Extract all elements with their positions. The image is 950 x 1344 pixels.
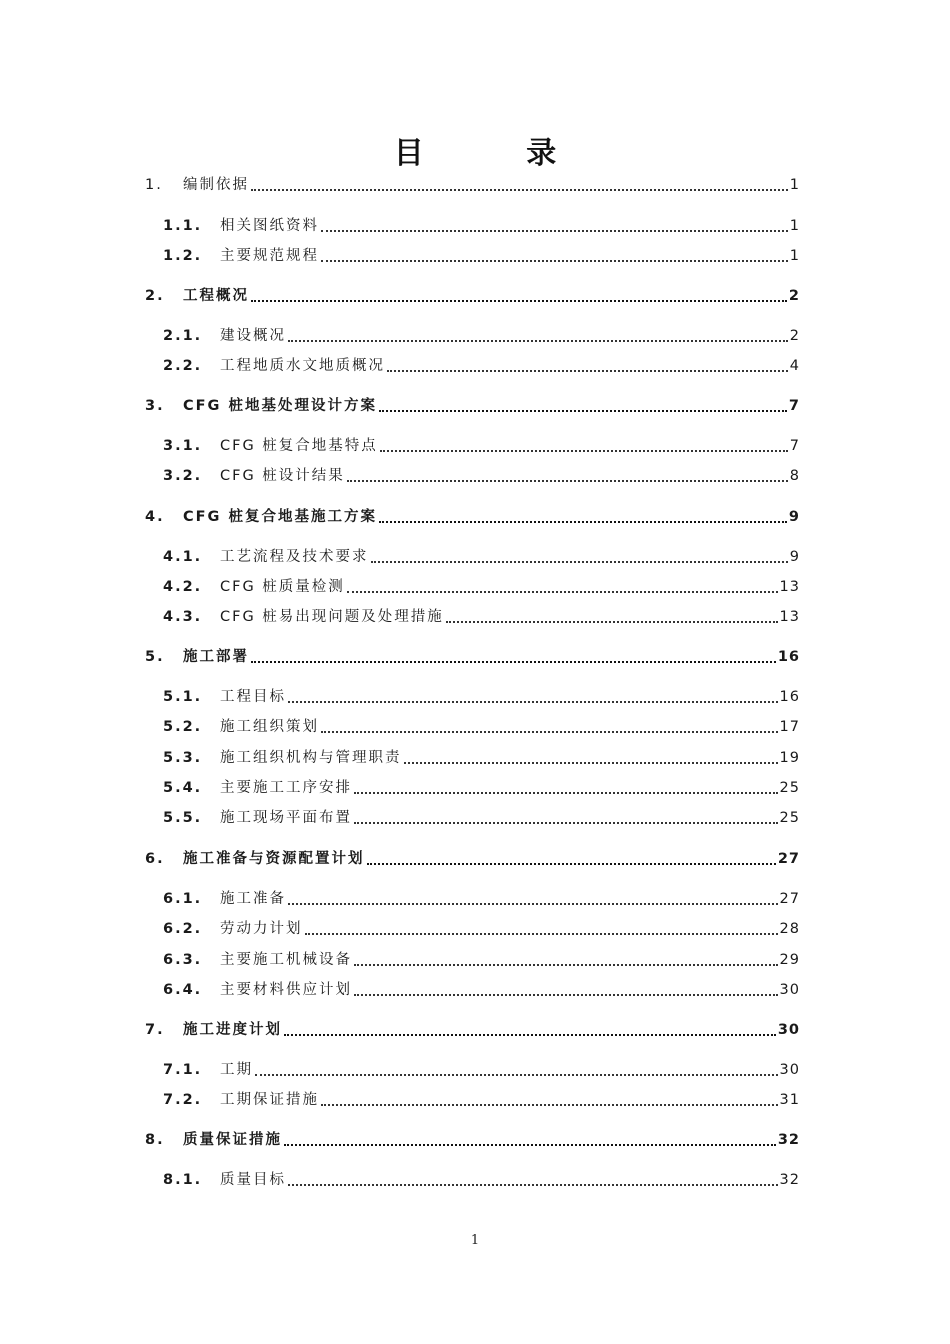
toc-entry[interactable] [145,504,800,528]
toc-entry[interactable] [163,1057,800,1081]
toc-entry[interactable] [163,916,800,940]
toc-entry-label: CFG 桩复合地基特点 [220,438,378,454]
toc-entry[interactable] [145,1017,800,1041]
toc-entry-page: 27 [777,851,800,867]
toc-entry[interactable] [163,1167,800,1191]
toc-entry-page: 31 [779,1092,800,1108]
toc-entry-number: 7.2. [163,1092,203,1108]
toc-entry-page: 16 [777,649,800,665]
toc-entry-label: CFG 桩地基处理设计方案 [183,398,377,414]
toc-entry-page: 28 [779,921,800,937]
toc-entry-label: 质量目标 [220,1172,286,1188]
toc-entry-page: 2 [788,288,800,304]
toc-entry[interactable] [163,433,800,457]
dot-leader [354,821,778,824]
toc-entry-page: 9 [788,509,800,525]
toc-entry-page: 32 [777,1132,800,1148]
toc-entry-label: CFG 桩易出现问题及处理措施 [220,609,444,625]
toc-entry-number: 7.1. [163,1062,203,1078]
toc-entry[interactable] [163,775,800,799]
toc-entry[interactable] [163,745,800,769]
dot-leader [305,932,778,935]
dot-leader [354,963,778,966]
toc-entry-number: 5.4. [163,780,203,796]
toc-entry-page: 29 [779,952,800,968]
dot-leader [347,590,778,593]
toc-entry[interactable] [163,243,800,267]
toc-entry-page: 19 [779,750,800,766]
dot-leader [255,1073,778,1076]
toc-entry-page: 2 [789,328,800,344]
toc-entry-page: 30 [779,1062,800,1078]
toc-entry-label: 主要材料供应计划 [220,982,352,998]
toc-entry-page: 25 [779,780,800,796]
toc-entry-number: 3. [145,398,165,414]
toc-entry[interactable] [145,1127,800,1151]
dot-leader [288,700,778,703]
toc-entry-label: 施工进度计划 [183,1022,282,1038]
toc-entry[interactable] [163,463,800,487]
toc-entry-page: 17 [779,719,800,735]
toc-entry-label: 建设概况 [220,328,286,344]
toc-entry[interactable] [163,947,800,971]
dot-leader [321,229,788,232]
toc-entry-label: 施工部署 [183,649,249,665]
toc-entry[interactable] [163,1087,800,1111]
toc-entry[interactable] [163,213,800,237]
dot-leader [379,409,787,412]
dot-leader [446,620,778,623]
toc-entry-number: 6.3. [163,952,203,968]
toc-entry-label: 主要施工机械设备 [220,952,352,968]
toc-entry[interactable] [163,977,800,1001]
dot-leader [354,993,778,996]
toc-entry-page: 30 [777,1022,800,1038]
toc-entry-number: 4.2. [163,579,203,595]
dot-leader [321,730,778,733]
toc-entry[interactable] [163,604,800,628]
toc-entry-page: 9 [789,549,800,565]
dot-leader [321,259,788,262]
toc-entry-label: 施工组织策划 [220,719,319,735]
toc-entry-page: 13 [779,609,800,625]
toc-entry-label: 质量保证措施 [183,1132,282,1148]
toc-entry-label: 主要施工工序安排 [220,780,352,796]
toc-entry-label: 施工现场平面布置 [220,810,352,826]
dot-leader [288,902,778,905]
dot-leader [284,1143,776,1146]
toc-entry-number: 4.1. [163,549,203,565]
toc-entry-page: 4 [789,358,800,374]
toc-entry-number: 4. [145,509,165,525]
toc-entry-page: 25 [779,810,800,826]
toc-entry-label: 工期保证措施 [220,1092,319,1108]
toc-entry-number: 7. [145,1022,165,1038]
toc-entry-number: 2. [145,288,165,304]
toc-entry-page: 16 [779,689,800,705]
dot-leader [288,339,788,342]
toc-entry-number: 6.4. [163,982,203,998]
toc-entry-number: 6.1. [163,891,203,907]
toc-entry-number: 1.2. [163,248,203,264]
toc-entry-number: 5.1. [163,689,203,705]
dot-leader [251,188,788,191]
toc-entry-label: 相关图纸资料 [220,218,319,234]
toc-entry[interactable] [145,846,800,870]
toc-entry-label: 工程概况 [183,288,249,304]
toc-entry-label: 施工准备与资源配置计划 [183,851,365,867]
toc-entry-page: 27 [779,891,800,907]
dot-leader [321,1103,778,1106]
dot-leader [347,479,788,482]
toc-entry-label: CFG 桩质量检测 [220,579,345,595]
toc-entry[interactable] [163,714,800,738]
toc-entry-page: 1 [789,218,800,234]
toc-entry-number: 5.3. [163,750,203,766]
dot-leader [251,299,787,302]
toc-entry-label: 施工准备 [220,891,286,907]
toc-entry[interactable] [163,805,800,829]
toc-entry[interactable] [145,644,800,668]
toc-entry-number: 8. [145,1132,165,1148]
toc-entry-page: 8 [789,468,800,484]
toc-entry-page: 32 [779,1172,800,1188]
toc-entry[interactable] [163,886,800,910]
toc-entry-number: 6.2. [163,921,203,937]
dot-leader [367,862,776,865]
dot-leader [380,449,788,452]
toc-entry[interactable] [145,283,800,307]
toc-entry-label: 工期 [220,1062,253,1078]
toc-entry[interactable] [163,544,800,568]
toc-entry[interactable] [163,323,800,347]
dot-leader [284,1033,776,1036]
dot-leader [387,369,788,372]
toc-entry-label: 工艺流程及技术要求 [220,549,369,565]
page-number: 1 [470,1233,480,1248]
toc-entry-page: 13 [779,579,800,595]
toc-entry-number: 1.1. [163,218,203,234]
toc-entry-number: 2.2. [163,358,203,374]
toc-entry-label: CFG 桩设计结果 [220,468,345,484]
toc-entry[interactable] [163,684,800,708]
dot-leader [354,791,778,794]
dot-leader [379,520,787,523]
dot-leader [288,1183,778,1186]
dot-leader [404,761,778,764]
toc-entry-label: CFG 桩复合地基施工方案 [183,509,377,525]
toc-entry-label: 施工组织机构与管理职责 [220,750,402,766]
toc-entry-number: 4.3. [163,609,203,625]
toc-entry-page: 7 [789,438,800,454]
toc-entry-label: 劳动力计划 [220,921,303,937]
toc-entry-number: 5.5. [163,810,203,826]
toc-entry-page: 1 [789,248,800,264]
toc-entry[interactable] [163,353,800,377]
toc-entry[interactable] [163,574,800,598]
page-title: 目 录 [393,136,603,171]
toc-entry-number: 3.2. [163,468,203,484]
dot-leader [371,560,788,563]
toc-entry-number: 1. [145,177,163,193]
toc-entry[interactable] [145,393,800,417]
toc-entry-label: 主要规范规程 [220,248,319,264]
toc-entry-number: 6. [145,851,165,867]
toc-entry-number: 5.2. [163,719,203,735]
toc-entry-page: 1 [789,177,800,193]
toc-entry-label: 工程目标 [220,689,286,705]
toc-entry-number: 2.1. [163,328,203,344]
toc-entry-label: 编制依据 [183,177,249,193]
toc-entry-number: 5. [145,649,165,665]
toc-entry-page: 30 [779,982,800,998]
toc-entry-number: 3.1. [163,438,203,454]
toc-entry[interactable] [145,172,800,196]
toc-entry-number: 8.1. [163,1172,203,1188]
toc-entry-page: 7 [788,398,800,414]
toc-entry-label: 工程地质水文地质概况 [220,358,385,374]
dot-leader [251,660,776,663]
